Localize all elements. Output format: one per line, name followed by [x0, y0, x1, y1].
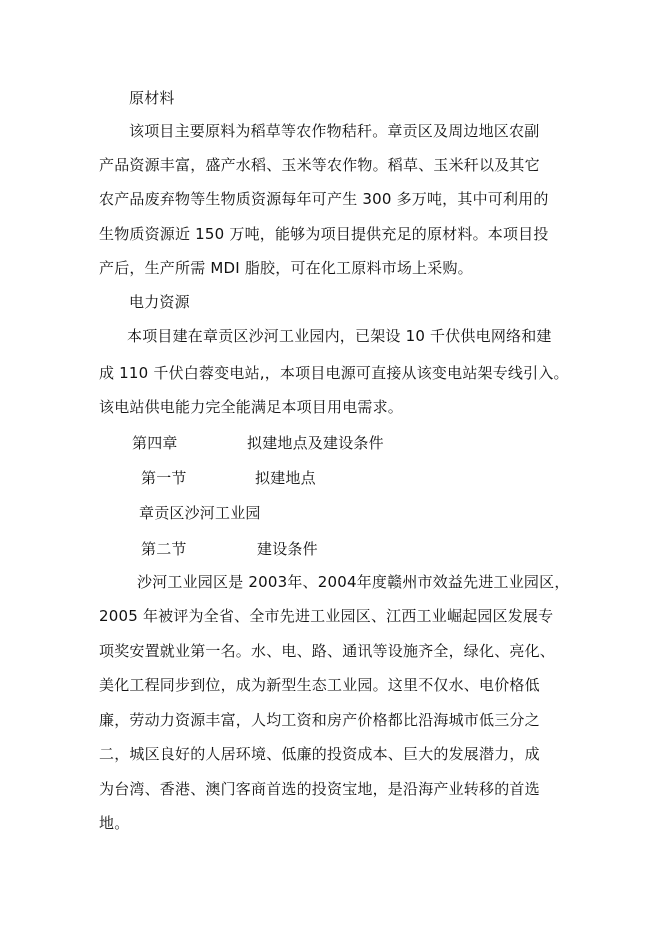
section-title: 拟建地点	[255, 469, 316, 487]
heading-power-resources: 电力资源	[129, 293, 190, 311]
paragraph-line: 为台湾、香港、澳门客商首选的投资宝地，是沿海产业转移的首选	[99, 780, 540, 798]
location-text: 章贡区沙河工业园	[139, 504, 261, 522]
section-title: 建设条件	[257, 540, 318, 558]
paragraph-line: 地。	[99, 814, 130, 832]
chapter-number: 第四章	[132, 434, 178, 452]
paragraph-line: 产后，生产所需 MDI 脂胶，可在化工原料市场上采购。	[99, 259, 473, 277]
chapter-title: 拟建地点及建设条件	[247, 434, 384, 452]
paragraph-line: 产品资源丰富，盛产水稻、玉米等农作物。稻草、玉米秆以及其它	[99, 156, 540, 174]
paragraph-line: 沙河工业园区是 2003年、2004年度赣州市效益先进工业园区，	[137, 573, 570, 591]
paragraph-line: 生物质资源近 150 万吨，能够为项目提供充足的原材料。本项目投	[99, 225, 549, 243]
section-number: 第一节	[141, 469, 187, 487]
section-number: 第二节	[141, 540, 187, 558]
paragraph-line: 本项目建在章贡区沙河工业园内，已架设 10 千伏供电网络和建	[127, 327, 552, 345]
paragraph-line: 该项目主要原料为稻草等农作物秸秆。章贡区及周边地区农副	[129, 122, 540, 140]
paragraph-line: 该电站供电能力完全能满足本项目用电需求。	[99, 398, 404, 416]
paragraph-line: 廉，劳动力资源丰富，人均工资和房产价格都比沿海城市低三分之	[99, 711, 540, 729]
paragraph-line: 农产品废弃物等生物质资源每年可产生 300 多万吨，其中可利用的	[99, 190, 549, 208]
paragraph-line: 二，城区良好的人居环境、低廉的投资成本、巨大的发展潜力，成	[99, 745, 540, 763]
paragraph-line: 项奖安置就业第一名。水、电、路、通讯等设施齐全，绿化、亮化、	[99, 642, 556, 660]
paragraph-line: 成 110 千伏白蓉变电站,，本项目电源可直接从该变电站架专线引入。	[99, 364, 569, 382]
paragraph-line: 美化工程同步到位，成为新型生态工业园。这里不仅水、电价格低	[99, 676, 540, 694]
paragraph-line: 2005 年被评为全省、全市先进工业园区、江西工业崛起园区发展专	[99, 607, 554, 625]
heading-raw-materials: 原材料	[129, 89, 175, 107]
